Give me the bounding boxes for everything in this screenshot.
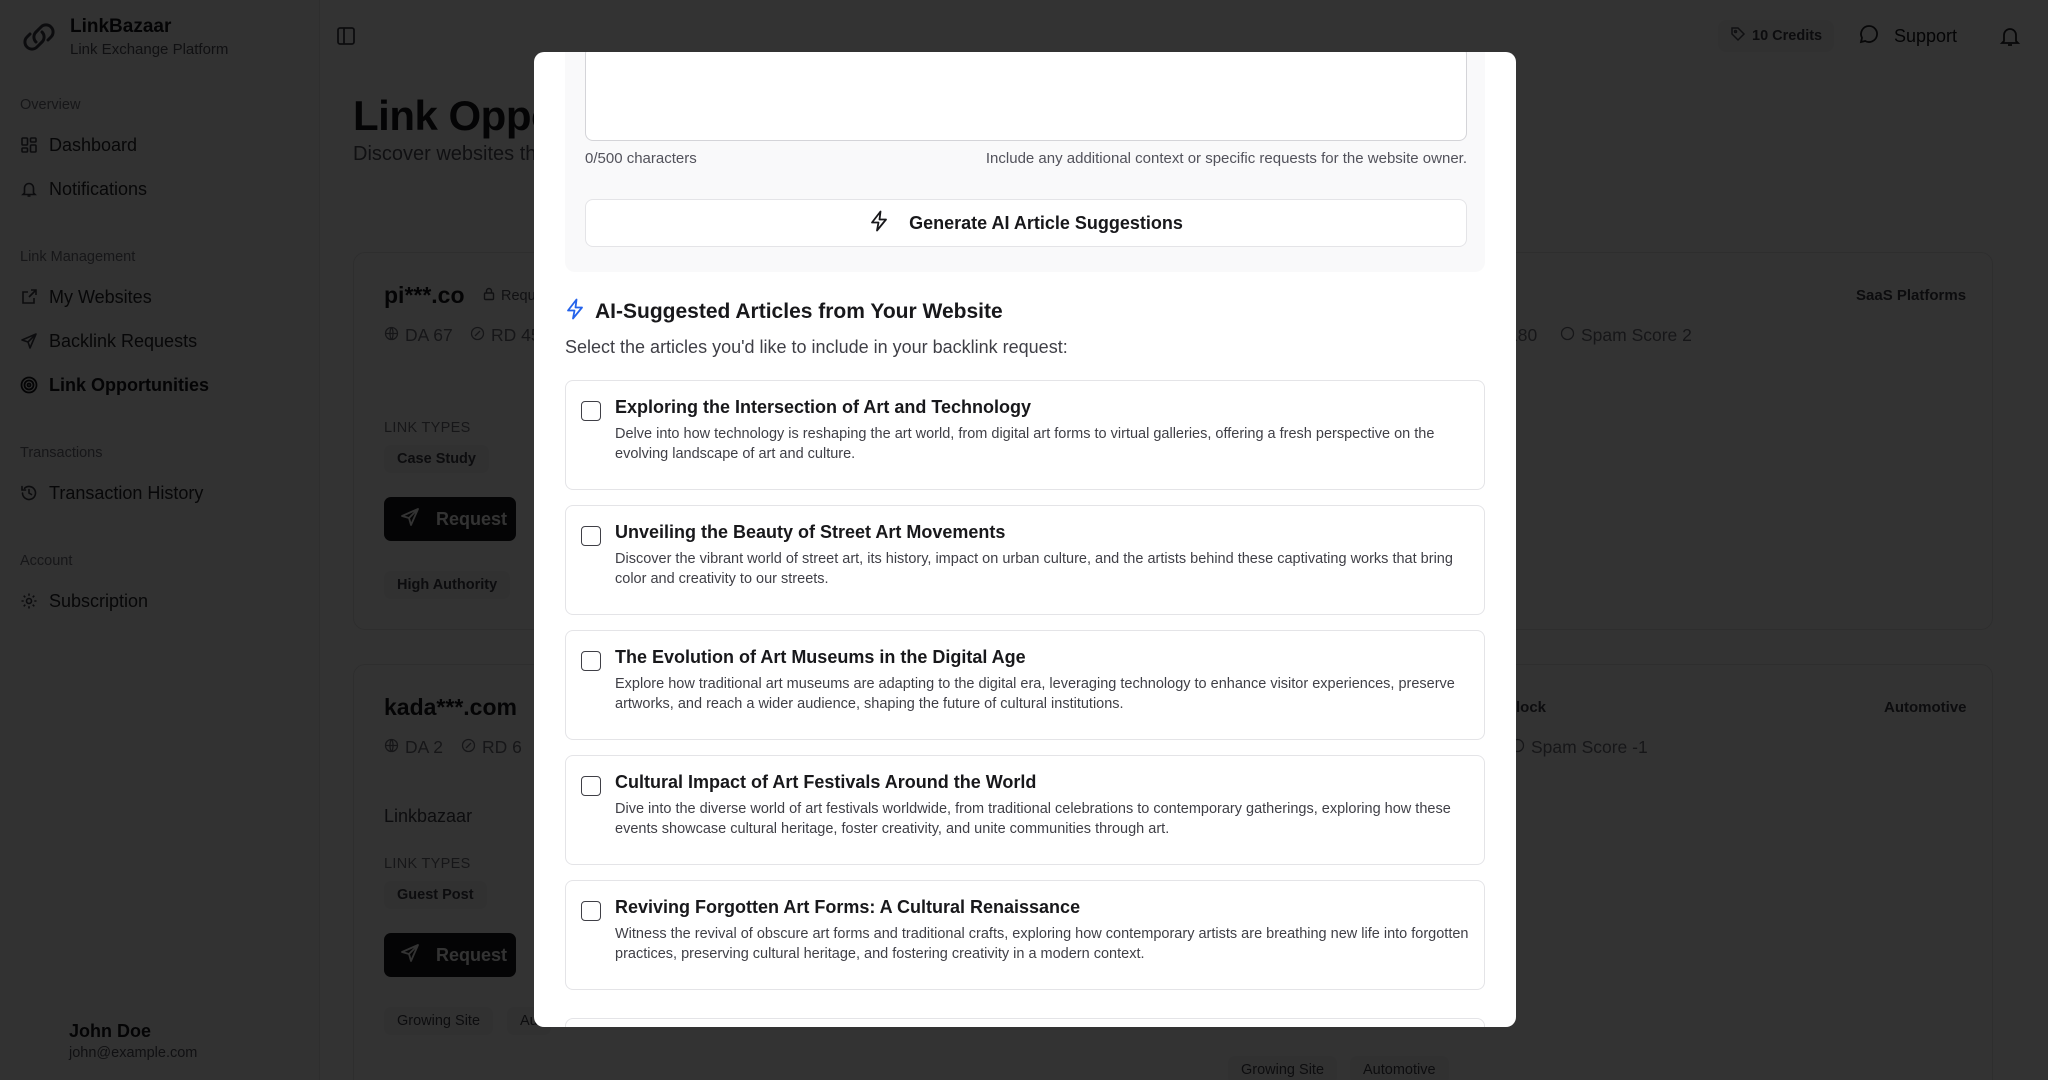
backlink-request-modal (534, 52, 1516, 1027)
article-option[interactable] (565, 505, 1485, 615)
article-checkbox[interactable] (581, 526, 601, 546)
section-title: AI-Suggested Articles from Your Website (565, 298, 1003, 326)
article-description: Explore how traditional art museums are adapting to the digital era, leveraging technology to enhance visitor experiences, preserve artworks, and reach a wider audience, shaping the future of cultural institutions. (615, 676, 1455, 712)
article-title: Reviving Forgotten Art Forms: A Cultural Renaissance (615, 897, 1081, 917)
article-title: The Evolution of Art Museums in the Digital Age (615, 647, 1026, 667)
article-checkbox[interactable] (581, 651, 601, 671)
article-option[interactable] (565, 630, 1485, 740)
article-checkbox[interactable] (581, 776, 601, 796)
lightning-icon (869, 210, 889, 237)
article-title: Cultural Impact of Art Festivals Around the World (615, 772, 1037, 792)
article-checkbox[interactable] (581, 901, 601, 921)
additional-message-textarea[interactable] (585, 52, 1467, 141)
char-count: 0/500 characters (585, 150, 697, 167)
article-description: Delve into how technology is reshaping the art world, from digital art forms to virtual galleries, offering a fresh perspective on the evolving landscape of art and culture. (615, 426, 1435, 462)
article-title: Unveiling the Beauty of Street Art Movements (615, 522, 1006, 542)
article-description: Discover the vibrant world of street art, its history, impact on urban culture, and the artists behind these captivating works that bring color and creativity to our streets. (615, 551, 1453, 587)
textarea-hint: Include any additional context or specific requests for the website owner. (985, 150, 1467, 167)
generate-button-label: Generate AI Article Suggestions (909, 212, 1183, 233)
article-checkbox[interactable] (581, 401, 601, 421)
section-description: Select the articles you'd like to include in your backlink request: (565, 337, 1068, 357)
article-description: Dive into the diverse world of art festivals worldwide, from traditional celebrations to contemporary gatherings, exploring how these events showcase cultural heritage, foster creativity, and unite communities through art. (615, 801, 1451, 837)
article-option[interactable] (565, 880, 1485, 990)
article-description: Witness the revival of obscure art forms and traditional crafts, exploring how contemporary artists are breathing new life into forgotten practices, preserving cultural heritage, and fostering creativity in a modern context. (615, 926, 1469, 962)
lightning-icon (565, 298, 585, 326)
article-option[interactable] (565, 755, 1485, 865)
article-option[interactable] (565, 1018, 1485, 1027)
generate-ai-suggestions-button[interactable] (585, 199, 1467, 247)
article-title: Exploring the Intersection of Art and Technology (615, 397, 1032, 417)
article-option[interactable] (565, 380, 1485, 490)
